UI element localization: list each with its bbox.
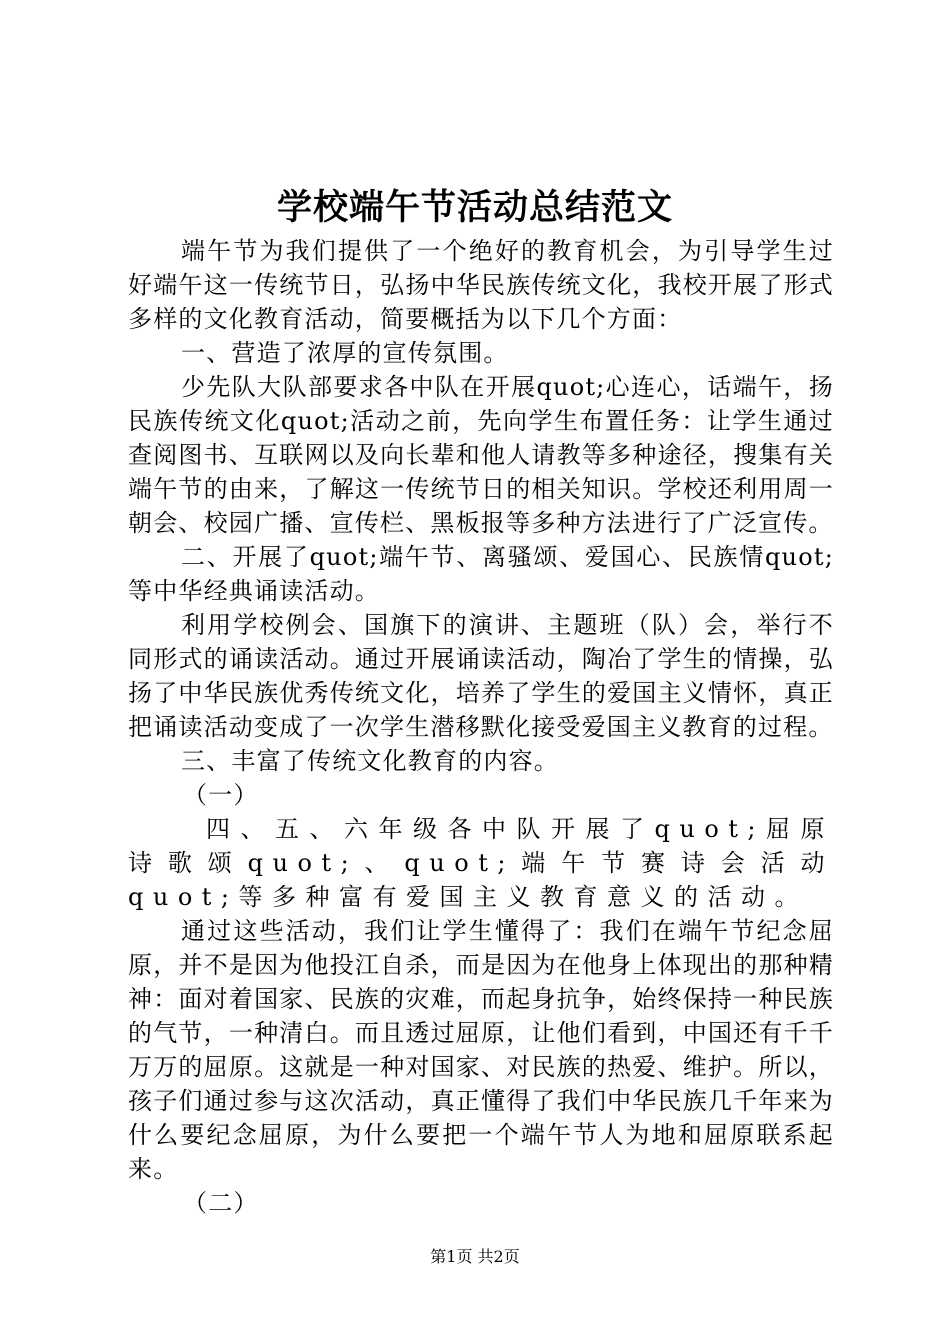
subsection-1-detail-paragraph: 通过这些活动，我们让学生懂得了：我们在端午节纪念屈原，并不是因为他投江自杀，而是因为在他身上体现出的那种精神：面对着国家、民族的灾难，而起身抗争，始终保持一种民族的气节，一种清白。而且透过屈原，让他们看到，中国还有千千万万的屈原。这就是一种对国家、对民族的热爱、维护。所以，孩子们通过参与这次活动，真正懂得了我们中华民族几千年来为什么要纪念屈原，为什么要把一个端午节人为地和屈原联系起来。 [128, 917, 834, 1183]
subsection-marker-1: （一） [183, 781, 259, 809]
section-heading-1: 一、营造了浓厚的宣传氛围。 [181, 339, 509, 367]
section-2-paragraph: 利用学校例会、国旗下的演讲、主题班（队）会，举行不同形式的诵读活动。通过开展诵读活动，陶冶了学生的情操，弘扬了中华民族优秀传统文化，培养了学生的爱国主义情怀，真正把诵读活动变成了一次学生潜移默化接受爱国主义教育的过程。 [128, 611, 834, 741]
section-heading-3: 三、丰富了传统文化教育的内容。 [181, 747, 559, 775]
document-title: 学校端午节活动总结范文 [276, 187, 673, 228]
subsection-marker-2: （二） [183, 1189, 259, 1217]
page-footer: 第1页 共2页 [430, 1247, 520, 1266]
intro-paragraph: 端午节为我们提供了一个绝好的教育机会，为引导学生过好端午这一传统节日，弘扬中华民族传统文化，我校开展了形式多样的文化教育活动，简要概括为以下几个方面： [128, 237, 834, 333]
subsection-1-paragraph: 四、五、六年级各中队开展了quot;屈原诗歌颂quot;、quot;端午节赛诗会活动quot;等多种富有爱国主义教育意义的活动。 [128, 815, 834, 911]
document-body [128, 234, 834, 1220]
section-1-paragraph: 少先队大队部要求各中队在开展quot;心连心，话端午，扬民族传统文化quot;活动之前，先向学生布置任务：让学生通过查阅图书、互联网以及向长辈和他人请教等多种途径，搜集有关端午节的由来，了解这一传统节日的相关知识。学校还利用周一朝会、校园广播、宣传栏、黑板报等多种方法进行了广泛宣传。 [128, 373, 834, 537]
section-heading-2: 二、开展了quot;端午节、离骚颂、爱国心、民族情quot;等中华经典诵读活动。 [128, 543, 834, 605]
